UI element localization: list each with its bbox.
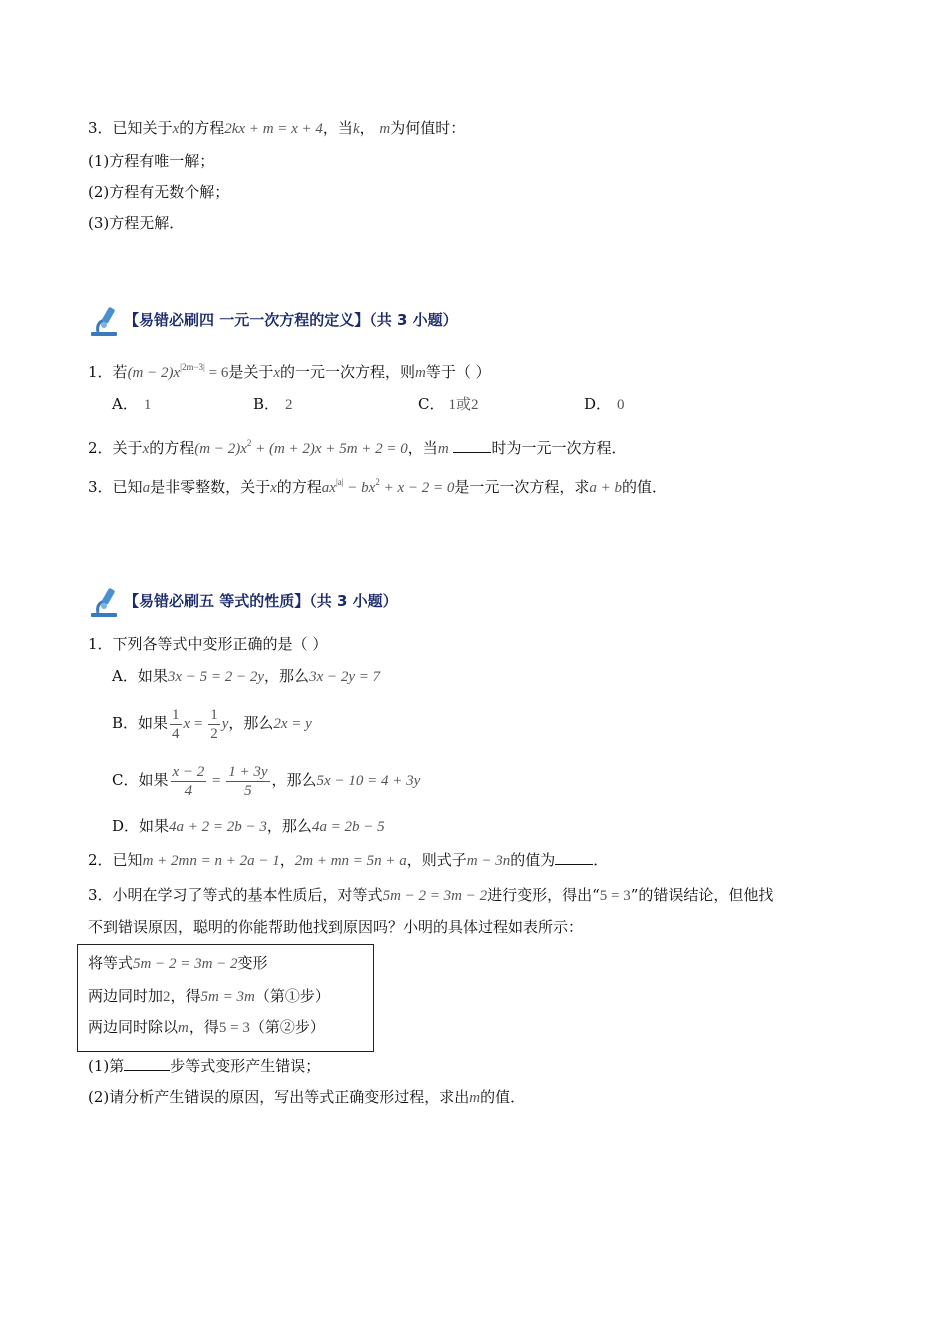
section5-title: 【易错必刷五 等式的性质】（共 3 小题） [124,592,398,610]
s5-q3-step-blank[interactable] [124,1056,170,1071]
s4-q1-option-b[interactable]: B． 2 [253,395,293,413]
process-step-row-1: 将等式5m − 2 = 3m − 2变形 [88,954,268,972]
s5-q3-line1: 3．小明在学习了等式的基本性质后，对等式5m − 2 = 3m − 2进行变形，得出“5 = 3”的错误结论，但他找 [88,886,774,904]
problem-3-sub2: (2)方程有无数个解； [88,183,230,201]
s4-q1-option-c[interactable]: C． 1或2 [418,395,479,413]
process-step-row-2: 两边同时加2，得5m = 3m（第①步） [88,987,330,1005]
s5-q3-line2: 不到错误原因，聪明的你能帮助他找到原因吗？小明的具体过程如表所示： [88,918,584,936]
s5-q1-option-c[interactable]: C．如果 $\frac{x - 2}{4}$ = $\frac{1 + 3y}{5}$ ，那么5x − 10 = 4 + 3y [112,763,421,799]
s5-q1-option-a[interactable]: A．如果3x − 5 = 2 − 2y，那么3x − 2y = 7 [112,667,381,685]
s5-q1-stem: 1．下列各等式中变形正确的是（ ） [88,635,328,653]
s5-q3-sub2: (2)请分析产生错误的原因，写出等式正确变形过程，求出m的值． [88,1088,526,1106]
problem-3-sub3: (3)方程无解． [88,214,185,232]
s5-q3-sub1: (1)第 步等式变形产生错误； [88,1057,321,1075]
s4-q1-stem: 1．若$(m - 2)x^{|2m-3|} = 6$是关于x的一元一次方程，则m等于（ ） [88,362,491,381]
s4-q1-option-a[interactable]: A． 1 [112,395,152,413]
s4-q3-stem: 3．已知a是非零整数，关于x的方程$ax^{|a|} - bx^2 + x - 2 = 0$是一元一次方程，求a + b的值． [88,477,668,496]
microscope-icon [88,584,124,620]
s5-q1-option-d[interactable]: D．如果4a + 2 = 2b − 3，那么4a = 2b − 5 [112,817,385,835]
problem-3-stem: 3．已知关于x的方程2kx + m = x + 4，当k， m为何值时： [88,119,466,137]
s5-q2-stem: 2．已知m + 2mn = n + 2a − 1，2m + mn = 5n + a，则式子m − 3n的值为 ． [88,851,609,869]
s4-q2-stem: 2．关于x的方程$(m - 2)x^2 + (m + 2)x + 5m + 2 = 0$，当m 时为一元一次方程． [88,438,627,457]
s4-q1-option-d[interactable]: D． 0 [584,395,625,413]
section5-header [88,583,398,619]
microscope-icon [88,303,124,339]
s4-q2-answer-blank[interactable] [453,438,491,453]
s5-q1-option-b[interactable]: B．如果 $\frac{1}{4}$ x = $\frac{1}{2}$ y，那么2x = y [112,706,312,742]
section4-header [88,302,458,338]
section4-title: 【易错必刷四 一元一次方程的定义】（共 3 小题） [124,311,458,329]
s5-q2-answer-blank[interactable] [555,850,593,865]
problem-3-sub1: (1)方程有唯一解； [88,152,215,170]
process-step-row-3: 两边同时除以m，得5 = 3（第②步） [88,1018,325,1036]
